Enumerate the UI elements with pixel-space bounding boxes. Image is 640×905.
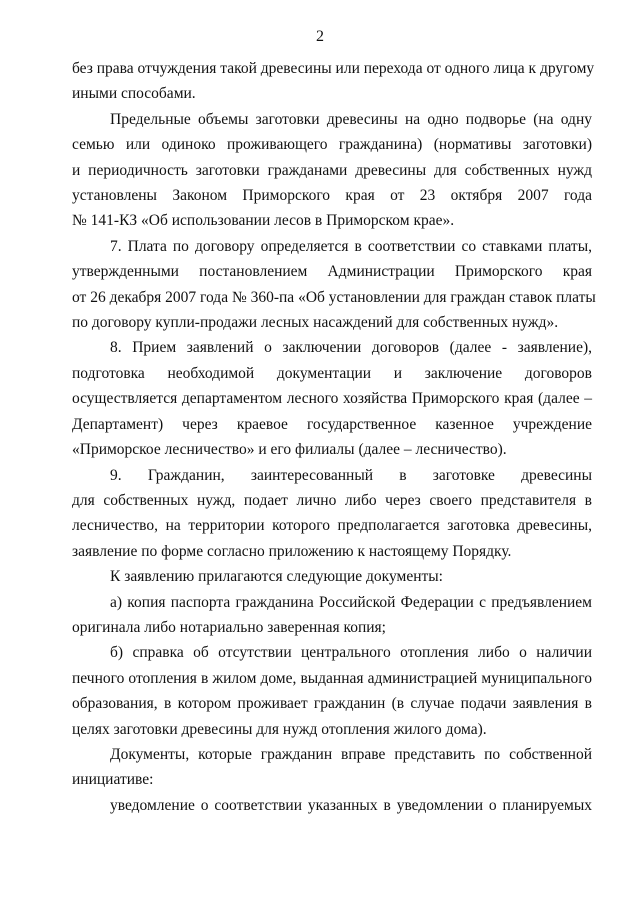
text-line: семью или одиноко проживающего гражданина) (нормативы заготовки) bbox=[72, 136, 592, 154]
text-line: 8. Прием заявлений о заключении договоров (далее - заявление), bbox=[110, 339, 592, 357]
text-line: целях заготовки древесины для нужд отопления жилого дома). bbox=[72, 720, 487, 738]
text-line: без права отчуждения такой древесины или перехода от одного лица к другому bbox=[72, 60, 595, 77]
text-line: Предельные объемы заготовки древесины на одно подворье (на одну bbox=[110, 110, 592, 128]
text-line: заявление по форме согласно приложению к настоящему Порядку. bbox=[72, 542, 512, 560]
text-line: а) копия паспорта гражданина Российской Федерации с предъявлением bbox=[110, 593, 592, 611]
text-line: установлены Законом Приморского края от 23 октября 2007 года bbox=[72, 187, 592, 205]
text-line: иными способами. bbox=[72, 85, 196, 103]
text-line: утвержденными постановлением Администрации Приморского края bbox=[72, 263, 592, 281]
text-line: Департамент) через краевое государственное казенное учреждение bbox=[72, 415, 592, 433]
text-line: 7. Плата по договору определяется в соответствии со ставками платы, bbox=[110, 237, 592, 255]
text-line: № 141-КЗ «Об использовании лесов в Приморском крае». bbox=[72, 212, 455, 230]
text-line: уведомление о соответствии указанных в уведомлении о планируемых bbox=[110, 796, 592, 814]
text-line: по договору купли-продажи лесных насаждений для собственных нужд». bbox=[72, 314, 559, 332]
text-line: для собственных нужд, подает лично либо через своего представителя в bbox=[72, 491, 592, 509]
text-line: Документы, которые гражданин вправе представить по собственной bbox=[110, 745, 592, 763]
text-line: и периодичность заготовки гражданами древесины для собственных нужд bbox=[72, 161, 592, 179]
document-body bbox=[72, 56, 596, 818]
page-number: 2 bbox=[316, 28, 324, 45]
text-line: оригинала либо нотариально заверенная копия; bbox=[72, 618, 386, 636]
text-line: б) справка об отсутствии центрального отопления либо о наличии bbox=[110, 644, 592, 662]
text-line: подготовка необходимой документации и заключение договоров bbox=[72, 364, 592, 382]
text-line: образования, в котором проживает гражданин (в случае подачи заявления в bbox=[72, 695, 592, 713]
text-line: от 26 декабря 2007 года № 360-па «Об установлении для граждан ставок платы bbox=[72, 288, 596, 306]
text-line: осуществляется департаментом лесного хозяйства Приморского края (далее – bbox=[72, 390, 592, 408]
text-line: инициативе: bbox=[72, 771, 154, 789]
text-line: К заявлению прилагаются следующие документы: bbox=[110, 568, 443, 586]
text-line: «Приморское лесничество» и его филиалы (далее – лесничество). bbox=[72, 441, 507, 459]
text-line: 9. Гражданин, заинтересованный в заготовке древесины bbox=[110, 466, 592, 484]
text-line: печного отопления в жилом доме, выданная администрацией муниципального bbox=[72, 669, 592, 687]
text-line: лесничество, на территории которого предполагается заготовка древесины, bbox=[72, 517, 592, 535]
